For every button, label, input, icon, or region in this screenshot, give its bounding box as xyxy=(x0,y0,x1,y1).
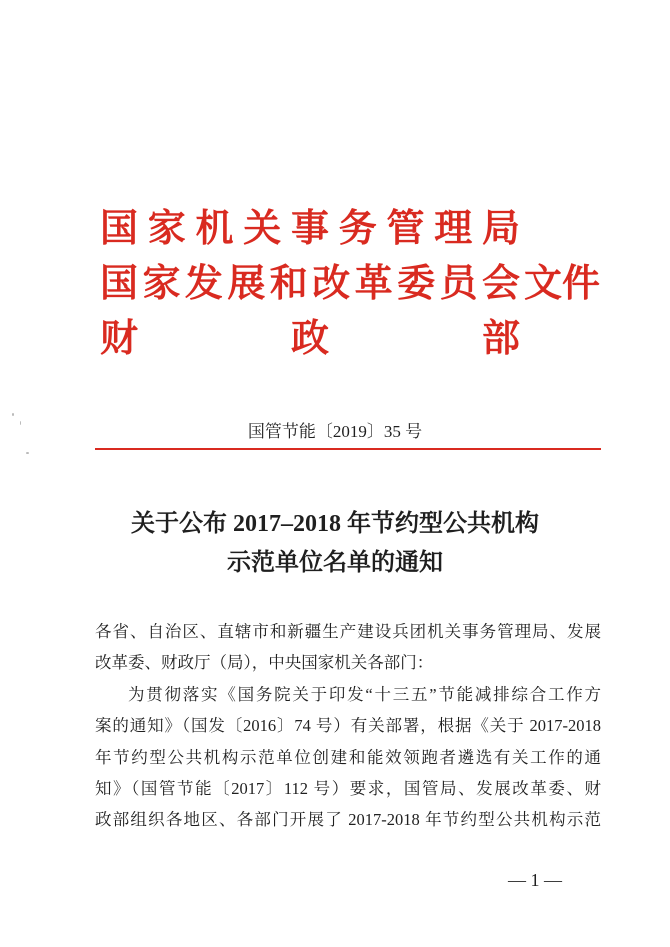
issuer-header xyxy=(100,205,520,370)
issuer-line-2: 国家发展和改革委员会 xyxy=(100,263,520,305)
salutation-line: 各省、自治区、直辖市和新疆生产建设兵团机关事务管理局、发展 xyxy=(95,622,601,641)
page-number: — 1 — xyxy=(508,870,562,890)
salutation-line: 改革委、财政厅（局），中央国家机关各部门： xyxy=(95,653,434,673)
paragraph-line: 案的通知》（国发〔2016〕74 号）有关部署，根据《关于 2017-2018 xyxy=(95,716,601,736)
scan-speck xyxy=(26,452,29,454)
paragraph-line: 年节约型公共机构示范单位创建和能效领跑者遴选有关工作的通 xyxy=(95,747,601,767)
title-line-2: 示范单位名单的通知 xyxy=(227,550,443,576)
scan-speck xyxy=(12,413,14,416)
paragraph-line: 知》（国管节能〔2017〕112 号）要求，国管局、发展改革委、财 xyxy=(95,778,601,798)
issuer-line-1: 国家机关事务管理局 xyxy=(100,208,520,250)
document-suffix: 文件 xyxy=(524,263,601,305)
document-body xyxy=(95,616,601,836)
document-title xyxy=(60,505,610,583)
document-number: 国管节能〔2019〕35 号 xyxy=(247,422,423,441)
paragraph-line: 政部组织各地区、各部门开展了 2017-2018 年节约型公共机构示范 xyxy=(95,810,601,830)
salutation xyxy=(95,616,601,679)
title-line-1: 关于公布 2017–2018 年节约型公共机构 xyxy=(131,511,539,537)
issuer-line-3: 财政部 xyxy=(100,318,520,360)
body-paragraph xyxy=(95,679,601,836)
header-divider xyxy=(95,448,601,450)
paragraph-line: 为贯彻落实《国务院关于印发“十三五”节能减排综合工作方 xyxy=(128,684,601,704)
